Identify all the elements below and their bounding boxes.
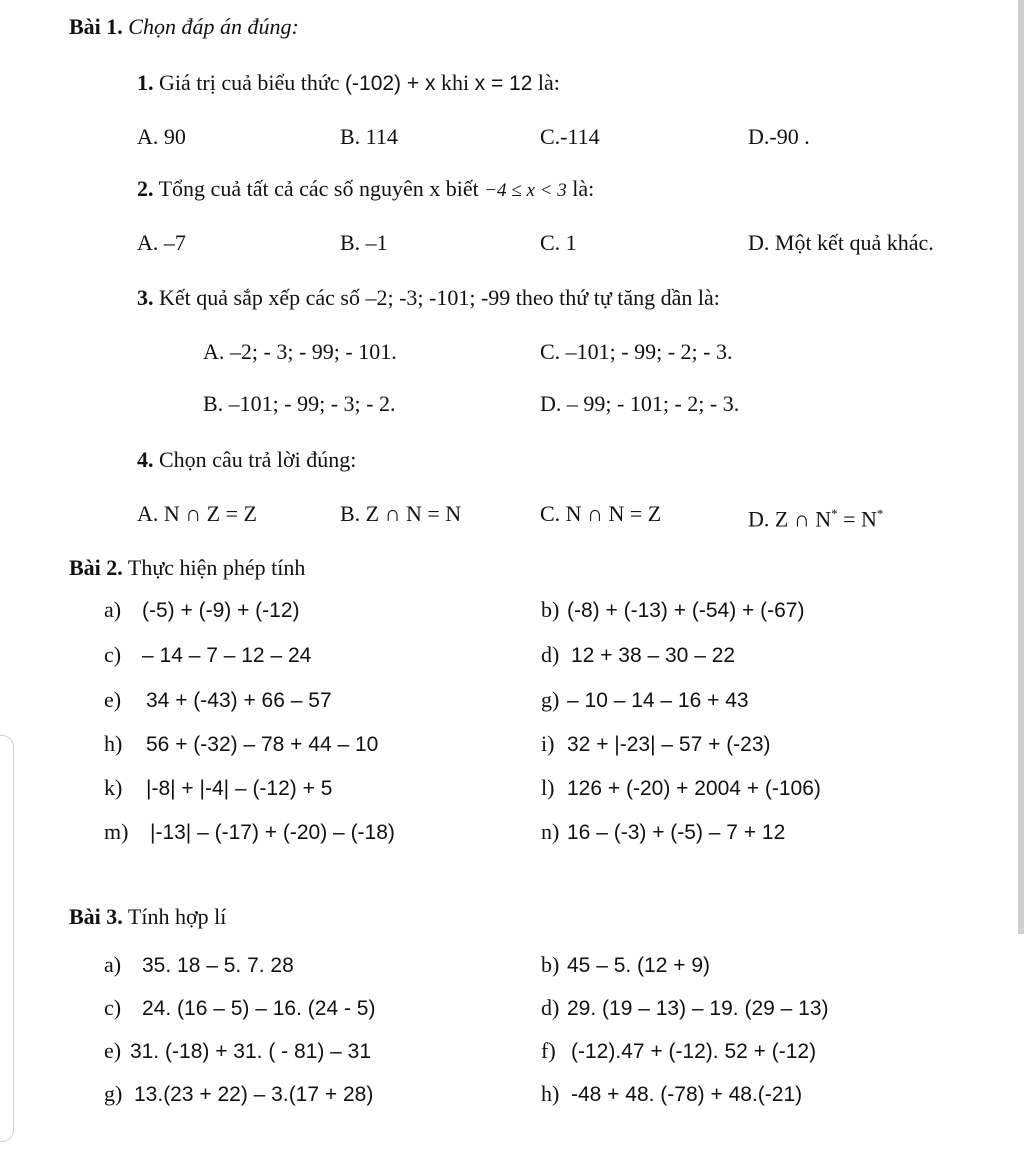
q4-stem: 4. Chọn câu trả lời đúng: — [137, 447, 357, 472]
q1-option-a: A. 90 — [137, 124, 186, 149]
q2-option-c: C. 1 — [540, 230, 577, 255]
bai1-title-bold: Bài 1. — [69, 14, 123, 39]
bai3-title: Bài 3. Tính hợp lí — [69, 904, 227, 929]
bai3-item-h: h) -48 + 48. (-78) + 48.(-21) — [541, 1081, 803, 1106]
right-scroll-edge — [1018, 0, 1024, 934]
bai3-item-d: d) 29. (19 – 13) – 19. (29 – 13) — [541, 995, 829, 1020]
q1-stem: 1. Giá trị cuả biểu thức (-102) + x khi x = 12 là: — [137, 70, 560, 95]
bai2-item-k: k) |-8| + |-4| – (-12) + 5 — [104, 775, 333, 800]
bai2-item-e: e) 34 + (-43) + 66 – 57 — [104, 687, 332, 712]
bai2-item-h: h) 56 + (-32) – 78 + 44 – 10 — [104, 731, 379, 756]
bai2-title: Bài 2. Thực hiện phép tính — [69, 555, 306, 580]
q4-option-d: D. Z ∩ N* = N* — [748, 506, 884, 532]
q1-option-d: D.-90 . — [748, 124, 810, 149]
q2-stem: 2. Tổng cuả tất cả các số nguyên x biết −4 ≤ x < 3 là: — [137, 176, 595, 201]
bai1-title-text: Chọn đáp án đúng: — [128, 14, 299, 39]
q2-option-b: B. –1 — [340, 230, 388, 255]
bai2-item-l: l) 126 + (-20) + 2004 + (-106) — [541, 775, 821, 800]
bai3-item-b: b) 45 – 5. (12 + 9) — [541, 952, 711, 977]
bai3-item-e: e) 31. (-18) + 31. ( - 81) – 31 — [104, 1038, 372, 1063]
bai3-item-c: c) 24. (16 – 5) – 16. (24 - 5) — [104, 995, 376, 1020]
bai2-item-a: a) (-5) + (-9) + (-12) — [104, 597, 300, 622]
q4-option-c: C. N ∩ N = Z — [540, 501, 662, 526]
q3-stem: 3. Kết quả sắp xếp các số –2; -3; -101; -99 theo thứ tự tăng dần là: — [137, 285, 720, 310]
bai2-item-d: d) 12 + 38 – 30 – 22 — [541, 642, 736, 667]
q2-option-d: D. Một kết quả khác. — [748, 230, 934, 255]
bai1-title — [69, 14, 299, 40]
q3-option-d: D. – 99; - 101; - 2; - 3. — [540, 391, 740, 416]
q3-option-a: A. –2; - 3; - 99; - 101. — [203, 339, 397, 364]
q1-option-b: B. 114 — [340, 124, 398, 149]
bai3-item-g: g) 13.(23 + 22) – 3.(17 + 28) — [104, 1081, 374, 1106]
bai2-item-n: n) 16 – (-3) + (-5) – 7 + 12 — [541, 819, 786, 844]
q2-option-a: A. –7 — [137, 230, 186, 255]
q3-option-b: B. –101; - 99; - 3; - 2. — [203, 391, 396, 416]
bai2-item-i: i) 32 + |-23| – 57 + (-23) — [541, 731, 771, 756]
bai3-item-f: f) (-12).47 + (-12). 52 + (-12) — [541, 1038, 817, 1063]
bai3-item-a: a) 35. 18 – 5. 7. 28 — [104, 952, 294, 977]
q3-option-c: C. –101; - 99; - 2; - 3. — [540, 339, 733, 364]
bai2-item-c: c) – 14 – 7 – 12 – 24 — [104, 642, 312, 667]
left-panel-edge — [0, 735, 14, 1142]
q1-option-c: C.-114 — [540, 124, 600, 149]
q4-option-a: A. N ∩ Z = Z — [137, 501, 257, 526]
bai2-item-g: g) – 10 – 14 – 16 + 43 — [541, 687, 749, 712]
q4-option-b: B. Z ∩ N = N — [340, 501, 462, 526]
bai2-item-b: b) (-8) + (-13) + (-54) + (-67) — [541, 597, 805, 622]
bai2-item-m: m) |-13| – (-17) + (-20) – (-18) — [104, 819, 395, 844]
